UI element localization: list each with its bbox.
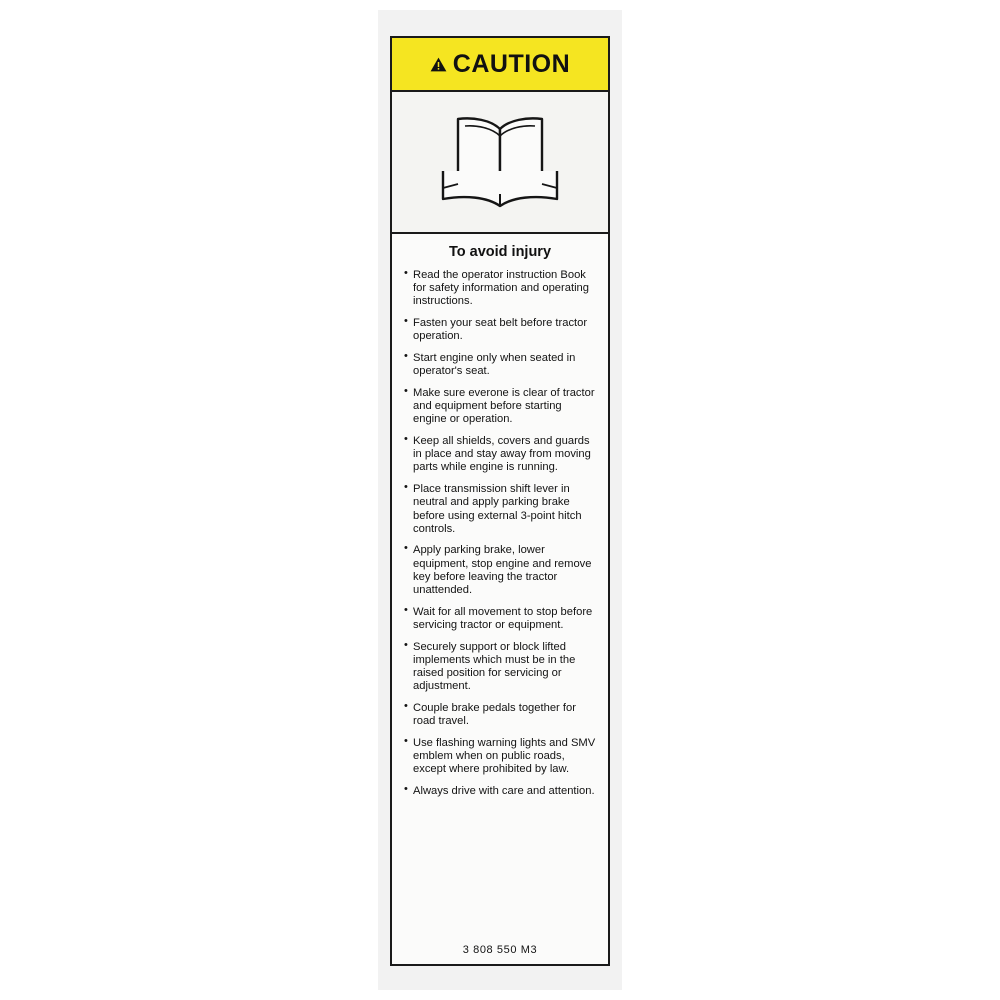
list-item: • Read the operator instruction Book for safety information and operating instructions.	[404, 269, 596, 309]
list-item: • Securely support or block lifted implements which must be in the raised position for servicing or adjustment.	[404, 641, 596, 694]
caution-bullet-list	[404, 269, 596, 940]
caution-body-panel	[392, 234, 608, 964]
caution-decal-label	[390, 36, 610, 966]
list-item: • Keep all shields, covers and guards in place and stay away from moving parts while engine is running.	[404, 435, 596, 475]
caution-header-text: CAUTION	[452, 49, 571, 78]
list-item: • Always drive with care and attention.	[404, 785, 596, 798]
list-item: • Apply parking brake, lower equipment, stop engine and remove key before leaving the tractor unattended.	[404, 544, 596, 597]
list-item: • Place transmission shift lever in neutral and apply parking brake before using external 3-point hitch controls.	[404, 483, 596, 536]
part-number: 3 808 550 M3	[462, 944, 538, 956]
list-item: • Wait for all movement to stop before servicing tractor or equipment.	[404, 606, 596, 632]
list-item: • Start engine only when seated in operator's seat.	[404, 352, 596, 378]
list-item: • Fasten your seat belt before tractor operation.	[404, 317, 596, 343]
caution-header-band	[392, 38, 608, 92]
open-book-icon	[392, 92, 608, 234]
list-item: • Use flashing warning lights and SMV emblem when on public roads, except where prohibited by law.	[404, 737, 596, 777]
warning-triangle-icon	[430, 57, 447, 72]
body-title: To avoid injury	[448, 244, 552, 260]
list-item: • Make sure everone is clear of tractor and equipment before starting engine or operation.	[404, 387, 596, 427]
list-item: • Couple brake pedals together for road travel.	[404, 702, 596, 728]
